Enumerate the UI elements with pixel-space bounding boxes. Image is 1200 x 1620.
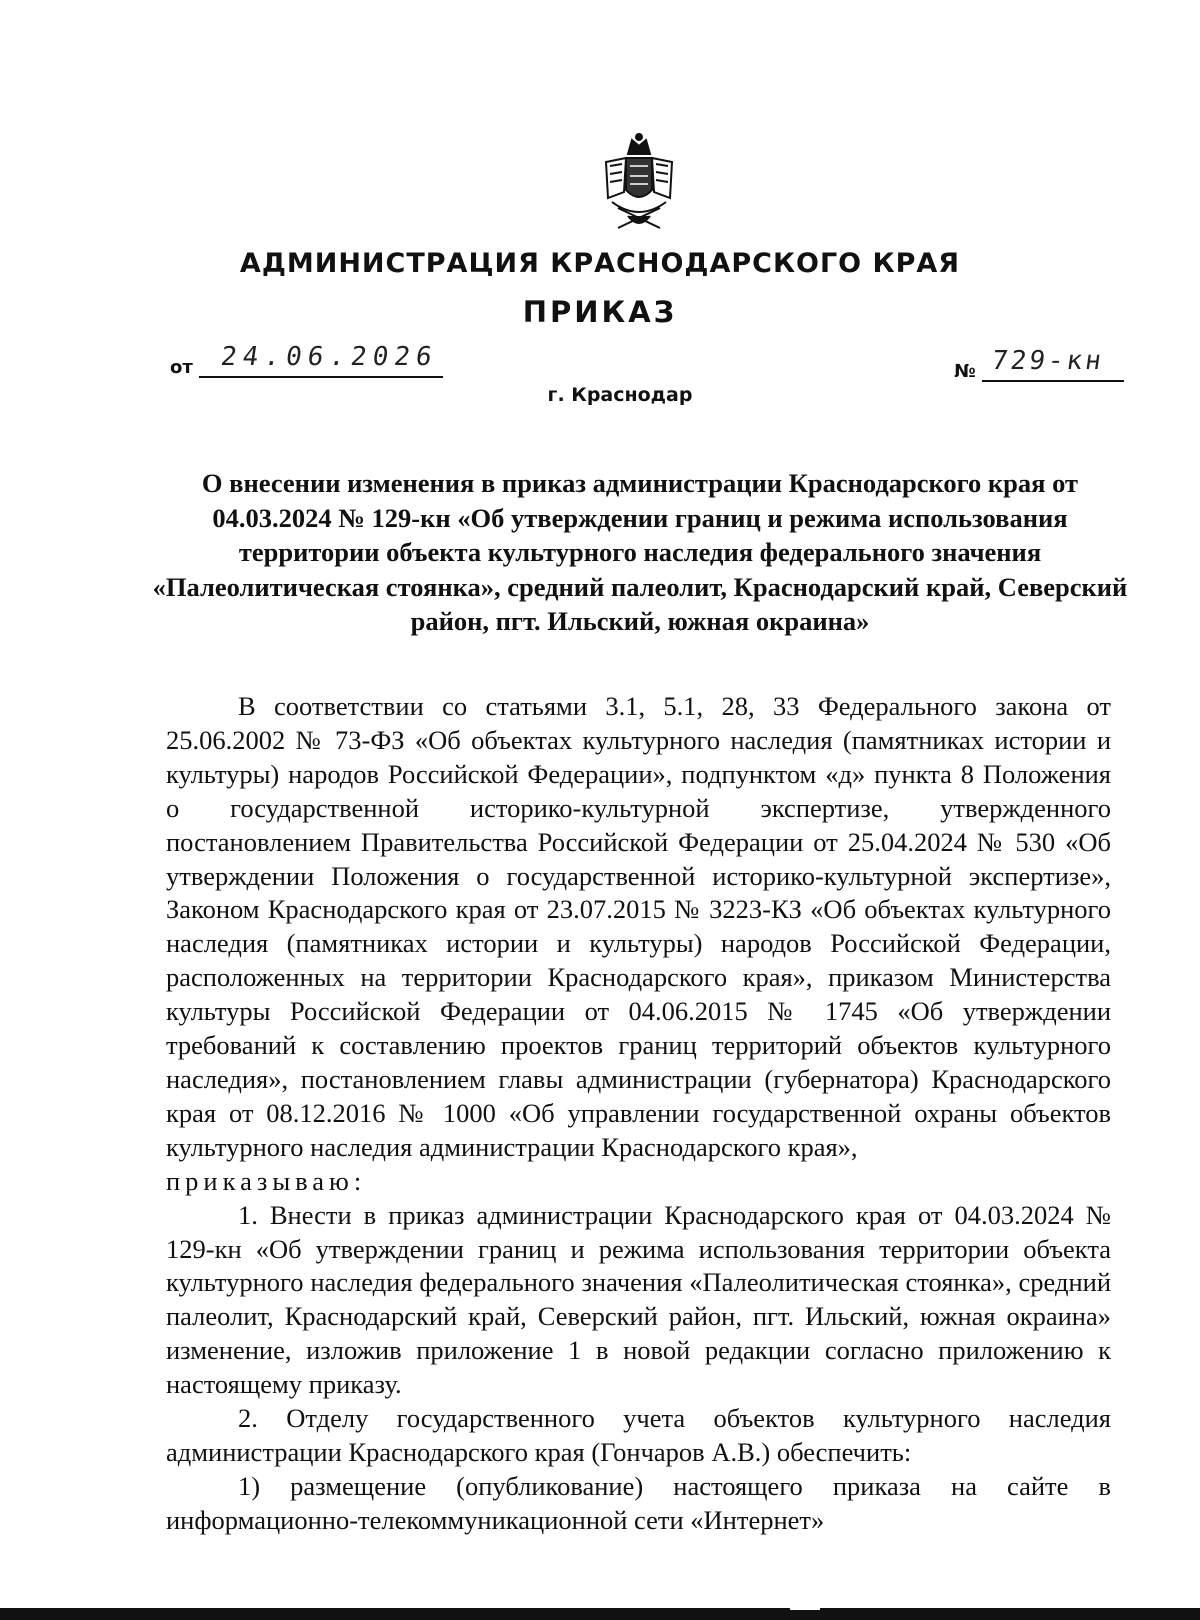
number-label: № (954, 361, 976, 382)
date-underline (199, 342, 443, 378)
number-value: 729-кн (989, 346, 1106, 376)
date-label: от (170, 357, 193, 378)
date-value: 24.06.2026 (218, 342, 440, 372)
date-field (170, 342, 443, 378)
organization-title: АДМИНИСТРАЦИЯ КРАСНОДАРСКОГО КРАЯ (239, 248, 961, 279)
number-field (954, 346, 1124, 382)
item-2-paragraph: 2. Отделу государственного учета объектов культурного наследия администрации Краснодарского края (Гончаров А.В.) обеспечить: (166, 1403, 1111, 1467)
document-type: ПРИКАЗ (522, 295, 678, 329)
document-body (166, 690, 1111, 1538)
preamble-paragraph: В соответствии со статьями 3.1, 5.1, 28, 33 Федерального закона от 25.06.2002 № 73-ФЗ «Об объектах культурного наследия (памятниках истории и культуры) народов Российской Федерации», подпунктом «д» пункта 8 Положения о государственной историко-культурной экспертизе, утвержденного постановлением Правительства Российской Федерации от 25.04.2024 № 530 «Об утверждении Положения о государственной историко-культурной экспертизе», Законом Краснодарского края от 23.07.2015 № 3223-КЗ «Об объектах культурного наследия (памятниках истории и культуры) народов Российской Федерации, расположенных на территории Краснодарского края», приказом Министерства культуры Российской Федерации от 04.06.2015 № 1745 «Об утверждении требований к составлению проектов границ территорий объектов культурного наследия», постановлением главы администрации (губернатора) Краснодарского края от 08.12.2016 № 1000 «Об управлении государственной охраны объектов культурного наследия администрации Краснодарского края», (166, 691, 1111, 1162)
document-subject: О внесении изменения в приказ администрации Краснодарского края от 04.03.2024 № 129-кн «Об утверждении границ и режима использования территории объекта культурного наследия федерального значения «Палеолитическая стоянка», средний палеолит, Краснодарский край, Северский район, пгт. Ильский, южная окраина» (152, 468, 1128, 636)
city-name: г. Краснодар (547, 384, 693, 406)
order-word: приказываю: (166, 1165, 367, 1196)
item-1-paragraph: 1. Внести в приказ администрации Краснодарского края от 04.03.2024 № 129-кн «Об утверждении границ и режима использования территории объекта культурного наследия федерального значения «Палеолитическая стоянка», средний палеолит, Краснодарский край, Северский район, пгт. Ильский, южная окраина» изменение, изложив приложение 1 в новой редакции согласно приложению к настоящему приказу. (166, 1199, 1111, 1400)
scan-bottom-edge (0, 1608, 1200, 1620)
coat-of-arms-icon (598, 132, 680, 232)
item-2-1-paragraph: 1) размещение (опубликование) настоящего приказа на сайте в информационно-телекоммуникационной сети «Интернет» (166, 1470, 1111, 1535)
number-underline (982, 346, 1124, 382)
